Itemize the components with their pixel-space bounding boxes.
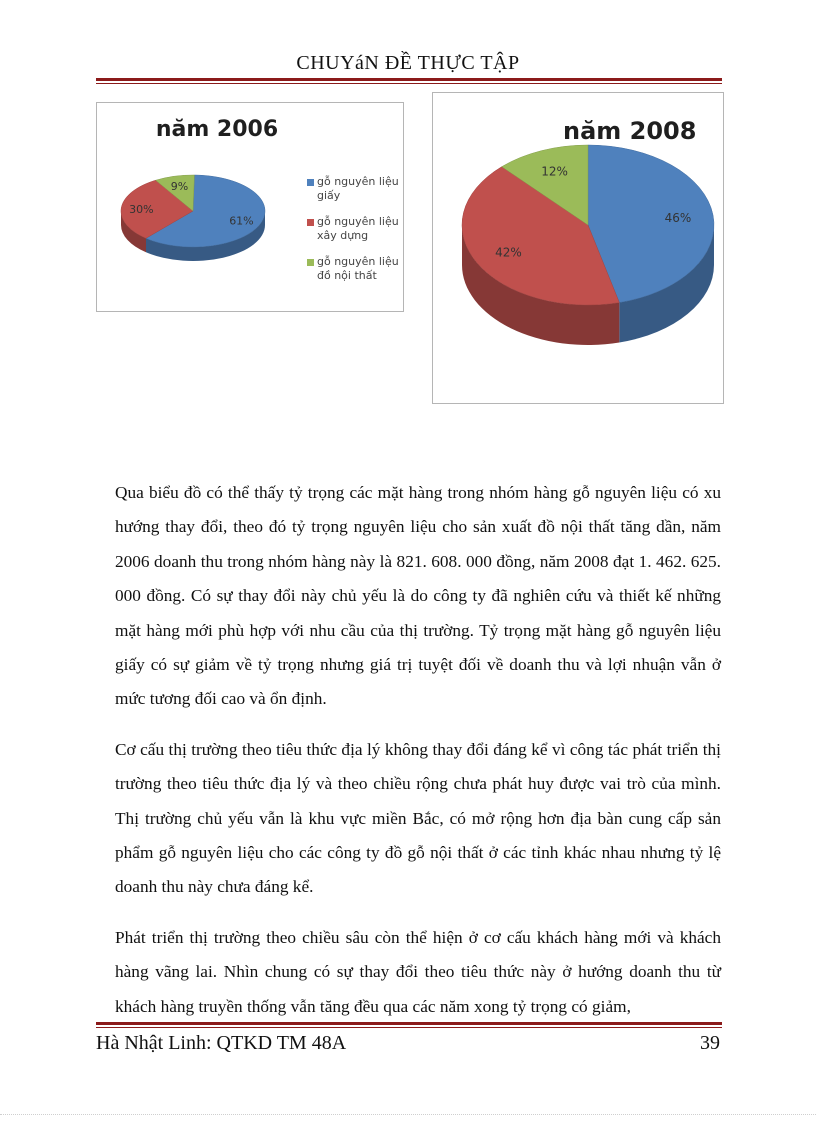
chart-title: năm 2008 xyxy=(563,117,697,145)
legend-item xyxy=(307,175,403,203)
legend-label: gỗ nguyên liệu giấy xyxy=(317,175,399,202)
page-header-title: CHUYáN ĐỀ THỰC TẬP xyxy=(296,52,520,74)
paragraph: Cơ cấu thị trường theo tiêu thức địa lý không thay đổi đáng kể vì công tác phát triển thị trường theo tiêu thức địa lý và theo chiều rộng chưa phát huy được vai trò của mình. Thị trường chủ yếu vẫn là khu vực miền Bắc, có mở rộng hơn địa bàn cung cấp sản phẩm gỗ nguyên liệu cho các công ty đồ gỗ nội thất ở các tỉnh khác nhau nhưng tỷ lệ doanh thu này chưa đáng kể. xyxy=(115,739,721,897)
header-rule-thin xyxy=(96,83,722,84)
legend-swatch xyxy=(307,219,314,226)
pie-data-label: 12% xyxy=(541,164,568,179)
legend-item xyxy=(307,255,403,283)
body-text xyxy=(115,476,721,1040)
paragraph: Phát triển thị trường theo chiều sâu còn thể hiện ở cơ cấu khách hàng mới và khách hàng vãng lai. Nhìn chung có sự thay đổi theo tiêu thức này ở hướng doanh thu từ khách hàng truyền thống vẫn tăng đều qua các năm xong tỷ trọng có giảm, xyxy=(115,927,721,1016)
legend-swatch xyxy=(307,179,314,186)
pie-data-label: 9% xyxy=(170,179,189,193)
pie-chart-2006 xyxy=(96,102,404,312)
pie-chart-2008 xyxy=(432,92,724,404)
paragraph: Qua biểu đồ có thể thấy tỷ trọng các mặt hàng trong nhóm hàng gỗ nguyên liệu có xu hướng thay đổi, theo đó tỷ trọng nguyên liệu cho sản xuất đồ nội thất tăng dần, năm 2006 doanh thu trong nhóm hàng này là 821. 608. 000 đồng, năm 2008 đạt 1. 462. 625. 000 đồng. Có sự thay đổi này chủ yếu là do công ty đã nghiên cứu và thiết kế những mặt hàng mới phù hợp với nhu cầu của thị trường. Tỷ trọng mặt hàng gỗ nguyên liệu giấy có sự giảm về tỷ trọng nhưng giá trị tuyệt đối về doanh thu và lợi nhuận vẫn ở mức tương đối cao và ổn định. xyxy=(115,483,721,709)
chart-title: năm 2006 xyxy=(155,117,279,142)
legend-item xyxy=(307,215,403,243)
footer-author: Hà Nhật Linh: QTKD TM 48A xyxy=(96,1032,347,1054)
page-dotted-edge xyxy=(0,1114,816,1115)
legend-swatch xyxy=(307,259,314,266)
pie-svg xyxy=(433,93,723,403)
pie-data-label: 42% xyxy=(495,245,522,260)
chart-legend xyxy=(307,175,403,295)
legend-label: gỗ nguyên liệu đồ nội thất xyxy=(317,255,399,282)
footer-rule-thin xyxy=(96,1027,722,1028)
legend-label: gỗ nguyên liệu xây dựng xyxy=(317,215,399,242)
pie-data-label: 46% xyxy=(664,210,692,225)
pie-data-label: 61% xyxy=(229,214,254,228)
footer-rule xyxy=(96,1022,722,1025)
header-rule xyxy=(96,78,722,81)
page-number: 39 xyxy=(700,1032,720,1054)
pie-data-label: 30% xyxy=(129,202,154,216)
